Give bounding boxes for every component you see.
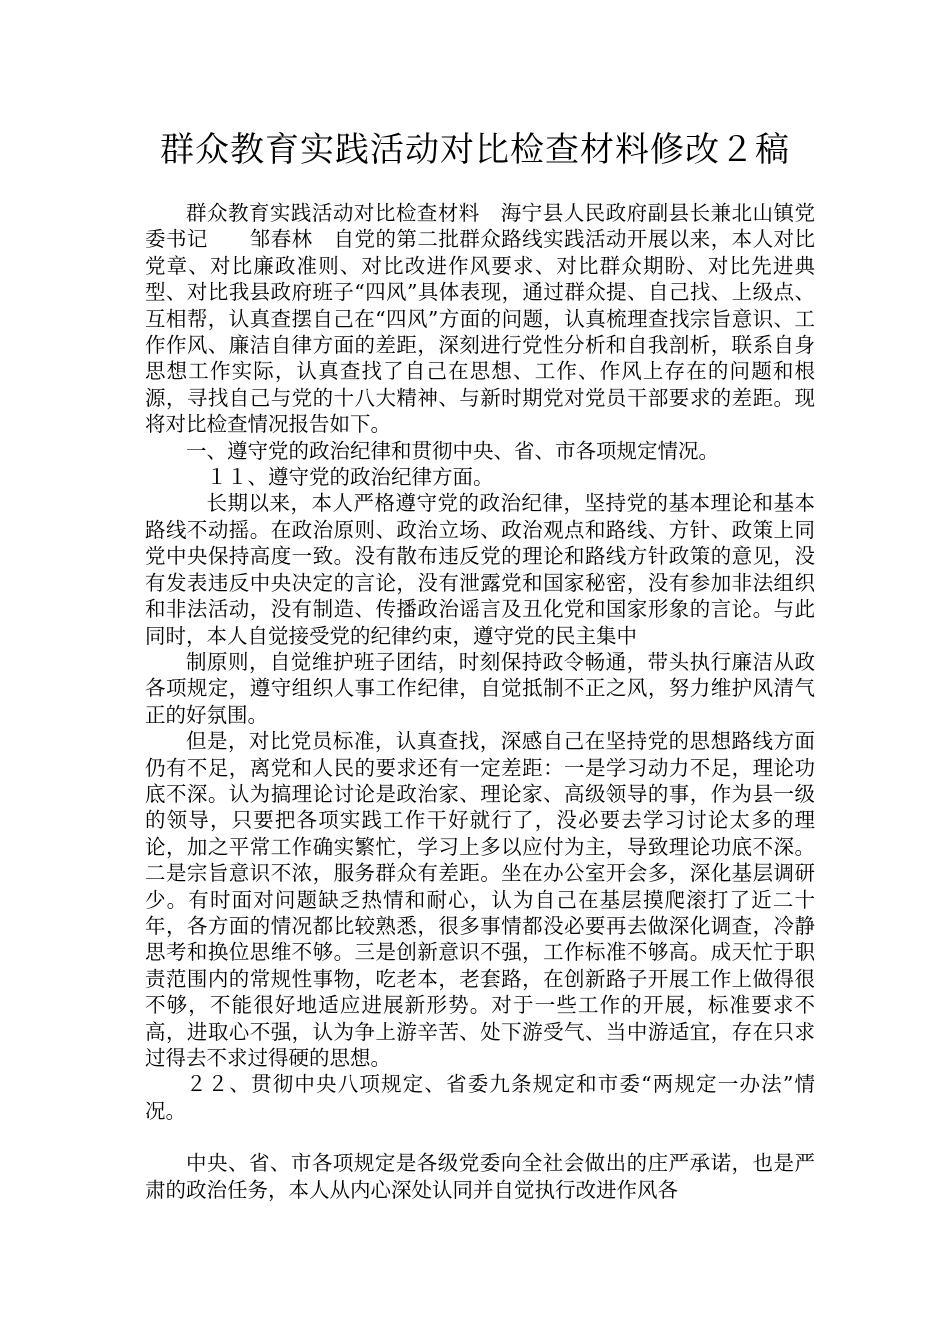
paragraph-subheading-2-2: ２２、贯彻中央八项规定、省委九条规定和市委“两规定一办法”情况。 bbox=[145, 1072, 815, 1123]
paragraph-democratic-centralism: 制原则，自觉维护班子团结，时刻保持政令畅通，带头执行廉洁从政各项规定，遵守组织人事工作纪律，自觉抵制不正之风，努力维护风清气正的好氛围。 bbox=[145, 649, 815, 727]
paragraph-shortcomings: 但是，对比党员标准，认真查找，深感自己在坚持党的思想路线方面仍有不足，离党和人民的要求还有一定差距：一是学习动力不足，理论功底不深。认为搞理论讨论是政治家、理论家、高级领导的事，作为县一级的领导，只要把各项实践工作干好就行了，没必要去学习讨论太多的理论，加之平常工作确实繁忙，学习上多以应付为主，导致理论功底不深。二是宗旨意识不浓，服务群众有差距。坐在办公室开会多，深化基层调研少。有时面对问题缺乏热情和耐心，认为自己在基层摸爬滚打了近二十年，各方面的情况都比较熟悉，很多事情都没必要再去做深化调查，冷静思考和换位思维不够。三是创新意识不强，工作标准不够高。成天忙于职责范围内的常规性事物，吃老本，老套路，在创新路子开展工作上做得很不够，不能很好地适应进展新形势。对于一些工作的开展，标准要求不高，进取心不强，认为争上游辛苦、处下游受气、当中游适宜，存在只求过得去不求过得硬的思想。 bbox=[145, 729, 815, 1070]
document-title: 群众教育实践活动对比检查材料修改２稿 bbox=[160, 130, 790, 170]
document-body bbox=[145, 200, 815, 1203]
paragraph-regulations: 中央、省、市各项规定是各级党委向全社会做出的庄严承诺，也是严肃的政治任务，本人从内心深处认同并自觉执行改进作风各 bbox=[145, 1151, 815, 1202]
paragraph-political-discipline: 长期以来，本人严格遵守党的政治纪律，坚持党的基本理论和基本路线不动摇。在政治原则、政治立场、政治观点和路线、方针、政策上同党中央保持高度一致。没有散布违反党的理论和路线方针政策的意见，没有发表违反中央决定的言论，没有泄露党和国家秘密，没有参加非法组织和非法活动，没有制造、传播政治谣言及丑化党和国家形象的言论。与此同时，本人自觉接受党的纪律约束，遵守党的民主集中 bbox=[145, 491, 815, 648]
paragraph-intro: 群众教育实践活动对比检查材料 海宁县人民政府副县长兼北山镇党委书记 邹春林 自党的第二批群众路线实践活动开展以来，本人对比党章、对比廉政准则、对比改进作风要求、对比群众期盼、对比先进典型、对比我县政府班子“四风”具体表现，通过群众提、自己找、上级点、互相帮，认真查摆自己在“四风”方面的问题，认真梳理查找宗旨意识、工作作风、廉洁自律方面的差距，深刻进行党性分析和自我剖析，联系自身思想工作实际，认真查找了自己在思想、工作、作风上存在的问题和根源，寻找自己与党的十八大精神、与新时期党对党员干部要求的差距。现将对比检查情况报告如下。 bbox=[145, 201, 815, 437]
paragraph-section-heading-1: 一、遵守党的政治纪律和贯彻中央、省、市各项规定情况。 bbox=[186, 438, 719, 463]
blank-line bbox=[145, 1124, 815, 1150]
paragraph-subheading-1-1: １１、遵守党的政治纪律方面。 bbox=[206, 465, 494, 490]
